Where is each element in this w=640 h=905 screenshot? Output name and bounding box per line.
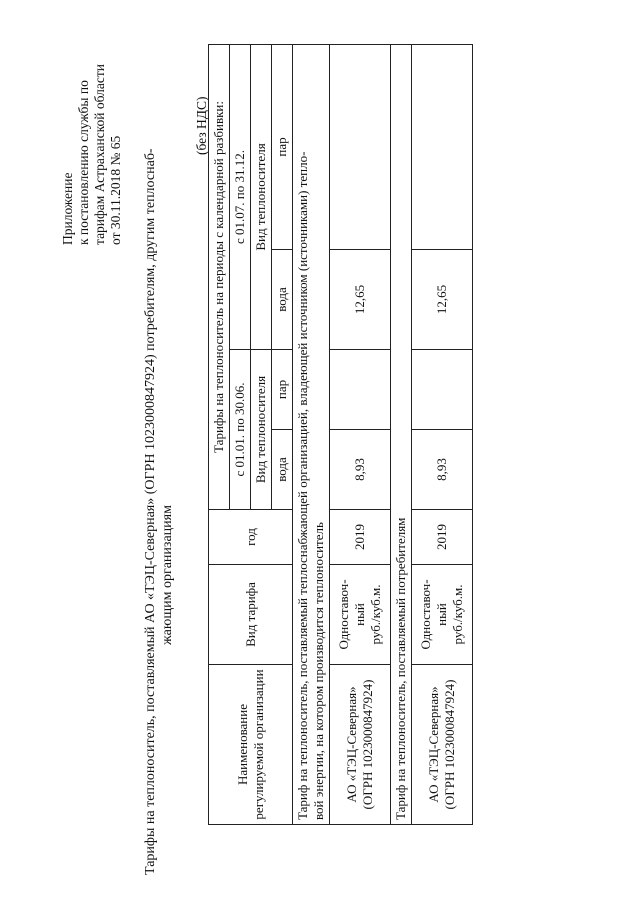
appendix-line: к постановлению службы по — [76, 80, 91, 245]
cell-tariff-type — [412, 565, 473, 665]
header-carrier-type-1: Вид теплоносителя — [251, 350, 272, 510]
table-row — [330, 44, 391, 824]
cell-water-period-1: 8,93 — [330, 430, 391, 510]
header-carrier-type-2: Вид теплоносителя — [251, 44, 272, 349]
cell-steam-period-1 — [330, 350, 391, 430]
cell-water-period-2: 12,65 — [412, 250, 473, 350]
cell-steam-period-2 — [412, 44, 473, 249]
header-org-name: Наименование регулируемой организации — [209, 665, 293, 825]
appendix-line: от 30.11.2018 № 65 — [108, 135, 123, 245]
appendix-line: Приложение — [60, 172, 75, 245]
header-water-1: вода — [272, 430, 293, 510]
cell-year: 2019 — [412, 510, 473, 565]
header-period-1: с 01.01. по 30.06. — [230, 350, 251, 510]
cell-steam-period-2 — [330, 44, 391, 249]
cell-org: АО «ТЭЦ-Северная» (ОГРН 1023000847924) — [330, 665, 391, 825]
tariff-line: Одноставоч- — [336, 579, 351, 650]
tariff-table — [208, 44, 473, 825]
tariff-line: Одноставоч- — [418, 579, 433, 650]
document-title — [142, 115, 176, 875]
title-line-2: жающим организациям — [160, 505, 175, 645]
section-row — [391, 44, 412, 824]
table-row — [412, 44, 473, 824]
appendix-block — [60, 15, 124, 245]
tariff-line: руб./куб.м. — [450, 584, 465, 645]
header-steam-2: пар — [272, 44, 293, 249]
cell-water-period-2: 12,65 — [330, 250, 391, 350]
vat-note: (без НДС) — [194, 96, 209, 155]
section-2-title: Тариф на теплоноситель, поставляемый потребителям — [391, 44, 412, 824]
cell-steam-period-1 — [412, 350, 473, 430]
tariff-line: ный — [434, 603, 449, 626]
cell-year: 2019 — [330, 510, 391, 565]
cell-tariff-type — [330, 565, 391, 665]
header-period-2: с 01.07. по 31.12. — [230, 44, 251, 349]
header-steam-1: пар — [272, 350, 293, 430]
appendix-line: тарифам Астраханской области — [92, 63, 107, 245]
header-water-2: вода — [272, 250, 293, 350]
section-1-line-1: Тариф на теплоноситель, поставляемый теплоснабжающей организацией, владеющей источником (источниками) тепло- — [295, 151, 310, 820]
cell-water-period-1: 8,93 — [412, 430, 473, 510]
header-periods: Тарифы на теплоноситель на периоды с календарной разбивки: — [209, 44, 230, 509]
section-1-line-2: вой энергии, на котором производится теплоноситель — [311, 522, 326, 820]
tariff-line: руб./куб.м. — [368, 584, 383, 645]
section-row — [293, 44, 330, 824]
cell-org: АО «ТЭЦ-Северная» (ОГРН 1023000847924) — [412, 665, 473, 825]
section-1-title — [293, 44, 330, 824]
header-tariff-type: Вид тарифа — [209, 565, 293, 665]
table-header-row — [209, 44, 230, 824]
tariff-line: ный — [352, 603, 367, 626]
title-line-1: Тарифы на теплоноситель, поставляемый АО «ТЭЦ-Северная» (ОГРН 1023000847924) потребителям, другим теплоснаб- — [143, 148, 158, 875]
header-year: год — [209, 510, 293, 565]
